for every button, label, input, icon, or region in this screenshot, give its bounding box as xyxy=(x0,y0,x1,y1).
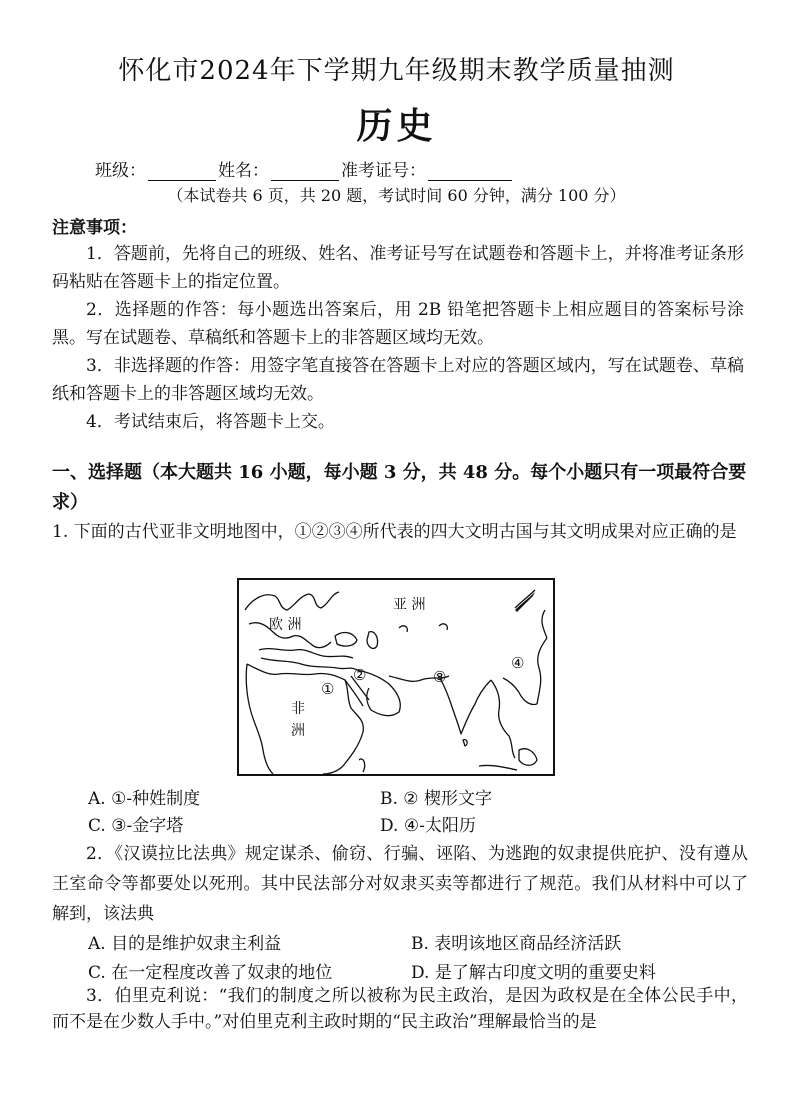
subject-title: 历史 xyxy=(356,105,437,147)
map-marker-2: ② xyxy=(353,666,367,684)
q2-option-b[interactable]: B. 表明该地区商品经济活跃 xyxy=(411,934,622,954)
class-label: 班级： xyxy=(95,161,146,181)
notice-title: 注意事项： xyxy=(52,218,137,238)
map-label-africa-1: 非 xyxy=(291,701,305,717)
q1-option-c[interactable]: C. ③-金字塔 xyxy=(88,816,184,836)
question-3-stem: 3．伯里克利说：“我们的制度之所以被称为民主政治，是因为政权是在全体公民手中，而不是在少数人手中。”对伯里克利主政时期的“民主政治”理解最恰当的是 xyxy=(52,986,748,1032)
question-2-stem: 2．《汉谟拉比法典》规定谋杀、偷窃、行骗、诬陷、为逃跑的奴隶提供庇护、没有遵从王室命令等都要处以死刑。其中民法部分对奴隶买卖等都进行了规范。我们从材料中可以了解到，该法典 xyxy=(52,844,748,924)
map-marker-4: ④ xyxy=(511,654,525,672)
q2-option-a[interactable]: A. 目的是维护奴隶主利益 xyxy=(88,934,282,954)
notice-item-4: 4．考试结束后，将答题卡上交。 xyxy=(86,412,335,432)
question-1-stem: 1. 下面的古代亚非文明地图中，①②③④所代表的四大文明古国与其文明成果对应正确的是 xyxy=(52,522,737,542)
map-label-europe: 欧 洲 xyxy=(269,617,302,633)
notice-item-2: 2．选择题的作答：每小题选出答案后，用 2B 铅笔把答题卡上相应题目的答案标号涂黑。写在试题卷、草稿纸和答题卡上的非答题区域均无效。 xyxy=(52,300,744,348)
class-blank xyxy=(148,164,216,181)
exam-note: （本试卷共 6 页，共 20 题，考试时间 60 分钟，满分 100 分） xyxy=(167,186,626,205)
map-label-africa-2: 洲 xyxy=(291,723,305,739)
exam-id-label: 准考证号： xyxy=(341,161,426,181)
section-title: 一、选择题（本大题共 16 小题，每小题 3 分，共 48 分。每个小题只有一项最符合要求） xyxy=(52,462,747,513)
exam-title: 怀化市2024年下学期九年级期末教学质量抽测 xyxy=(118,56,675,86)
q2-option-c[interactable]: C. 在一定程度改善了奴隶的地位 xyxy=(88,963,333,983)
notice-item-1: 1．答题前，先将自己的班级、姓名、准考证号写在试题卷和答题卡上，并将准考证条形码粘贴在答题卡上的指定位置。 xyxy=(52,244,744,292)
q1-option-d[interactable]: D. ④-太阳历 xyxy=(380,816,476,836)
map-marker-3: ③ xyxy=(433,668,447,686)
name-label: 姓名： xyxy=(218,161,269,181)
map-label-asia: 亚 洲 xyxy=(393,597,426,613)
ancient-civilization-map xyxy=(237,578,555,776)
name-blank xyxy=(271,164,339,181)
map-marker-1: ① xyxy=(321,680,335,698)
q2-option-d[interactable]: D. 是了解古印度文明的重要史料 xyxy=(411,963,656,983)
q1-option-a[interactable]: A. ①-种姓制度 xyxy=(88,789,201,809)
notice-item-3: 3．非选择题的作答：用签字笔直接答在答题卡上对应的答题区域内，写在试题卷、草稿纸和答题卡上的非答题区域均无效。 xyxy=(52,356,744,404)
student-info-line xyxy=(95,156,514,181)
exam-id-blank xyxy=(428,164,512,181)
q1-option-b[interactable]: B. ② 楔形文字 xyxy=(380,789,492,809)
